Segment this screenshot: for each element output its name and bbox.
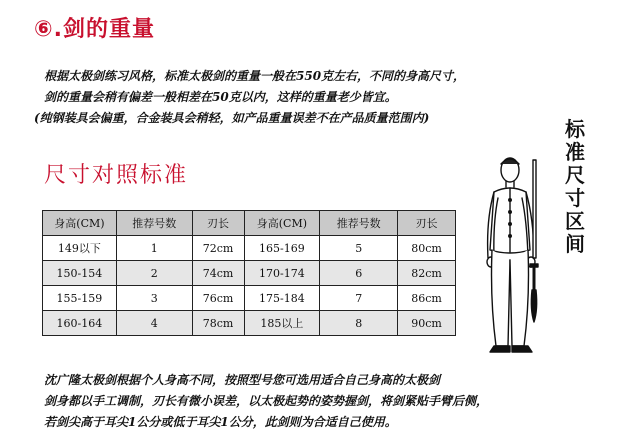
- table-cell: 86cm: [398, 286, 456, 311]
- table-row: [43, 286, 456, 311]
- table-cell: 149以下: [43, 236, 117, 261]
- table-cell: 185以上: [244, 311, 320, 336]
- table-cell: 155-159: [43, 286, 117, 311]
- table-cell: 78cm: [192, 311, 244, 336]
- table-cell: 160-164: [43, 311, 117, 336]
- col-header-size-number: 推荐号数: [320, 211, 398, 236]
- col-header-blade-length: 刃长: [192, 211, 244, 236]
- guidance-line-2: 剑身都以手工调制，刃长有微小误差，以太极起势的姿势握剑，将剑紧贴手臂后侧，: [44, 394, 489, 408]
- size-guidance-text: [44, 370, 604, 433]
- table-cell: 165-169: [244, 236, 320, 261]
- guidance-line-3: 若剑尖高于耳尖1公分或低于耳尖1公分，此剑则为合适自己使用。: [44, 415, 397, 429]
- weight-section-heading: ⑥.剑的重量: [34, 17, 155, 42]
- table-row: [43, 311, 456, 336]
- vlabel-char-6: 间: [565, 232, 585, 256]
- standing-man-holding-sword-icon: [460, 140, 560, 360]
- table-row: [43, 236, 456, 261]
- vlabel-char-2: 准: [565, 140, 585, 164]
- weight-line-2: 剑的重量会稍有偏差一般相差在50克以内，这样的重量老少皆宜。: [44, 90, 397, 104]
- vlabel-char-4: 寸: [565, 186, 585, 210]
- table-row: [43, 261, 456, 286]
- table-cell: 3: [116, 286, 192, 311]
- vlabel-char-1: 标: [565, 117, 585, 141]
- table-cell: 72cm: [192, 236, 244, 261]
- col-header-height: 身高(CM): [43, 211, 117, 236]
- guidance-line-1: 沈广隆太极剑根据个人身高不同，按照型号您可选用适合自己身高的太极剑: [44, 373, 441, 387]
- vlabel-char-5: 区: [565, 209, 585, 233]
- weight-note: (纯钢装具会偏重，合金装具会稍轻，如产品重量误差不在产品质量范围内): [34, 111, 430, 125]
- standard-size-range-label: [560, 118, 590, 256]
- table-cell: 82cm: [398, 261, 456, 286]
- size-chart-table: [42, 210, 456, 336]
- table-cell: 4: [116, 311, 192, 336]
- table-cell: 150-154: [43, 261, 117, 286]
- table-cell: 7: [320, 286, 398, 311]
- table-cell: 1: [116, 236, 192, 261]
- table-cell: 90cm: [398, 311, 456, 336]
- col-header-height: 身高(CM): [244, 211, 320, 236]
- table-cell: 74cm: [192, 261, 244, 286]
- col-header-blade-length: 刃长: [398, 211, 456, 236]
- table-cell: 5: [320, 236, 398, 261]
- table-cell: 170-174: [244, 261, 320, 286]
- vlabel-char-3: 尺: [565, 163, 585, 187]
- table-header-row: [43, 211, 456, 236]
- table-cell: 8: [320, 311, 398, 336]
- size-section-heading: 尺寸对照标准: [44, 163, 189, 188]
- weight-description: [34, 66, 564, 129]
- weight-line-1: 根据太极剑练习风格，标准太极剑的重量一般在550克左右，不同的身高尺寸，: [44, 69, 466, 83]
- table-cell: 175-184: [244, 286, 320, 311]
- table-cell: 76cm: [192, 286, 244, 311]
- table-cell: 2: [116, 261, 192, 286]
- table-cell: 80cm: [398, 236, 456, 261]
- col-header-size-number: 推荐号数: [116, 211, 192, 236]
- table-cell: 6: [320, 261, 398, 286]
